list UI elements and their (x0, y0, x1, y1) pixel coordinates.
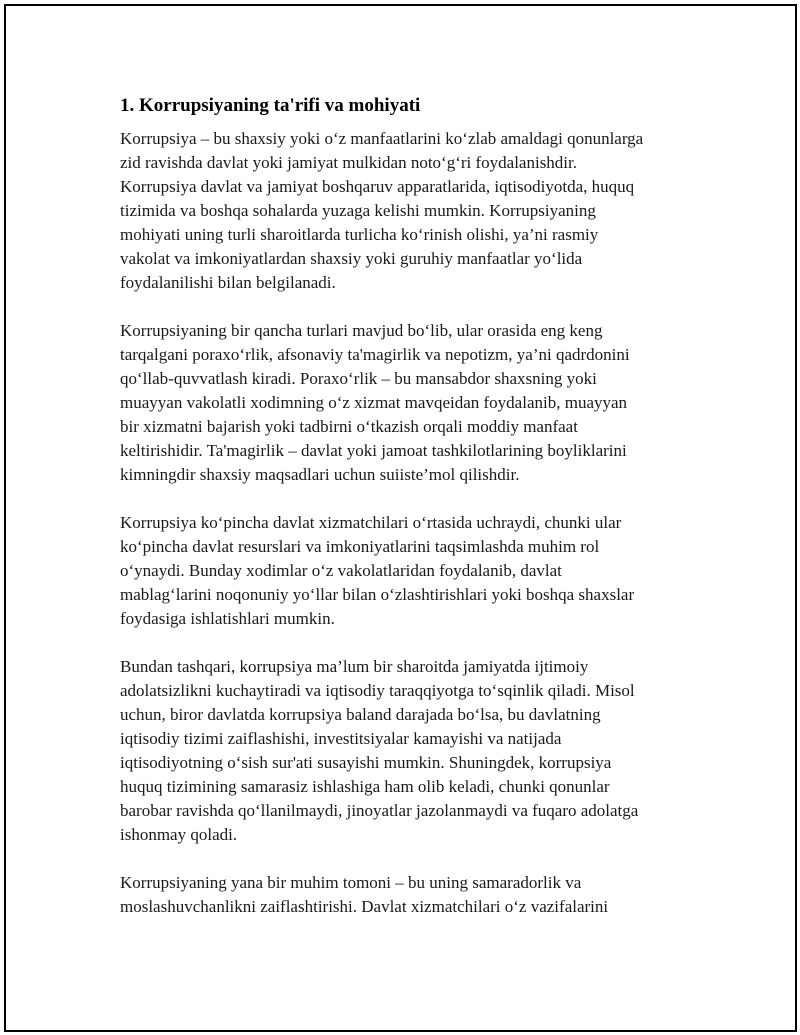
paragraph-3: Korrupsiya ko‘pincha davlat xizmatchilari o‘rtasida uchraydi, chunki ular ko‘pincha davlat resurslari va imkoniyatlarini taqsimlashda muhim rol o‘ynaydi. Bunday xodimlar o‘z vakolatlaridan foydalanib, davlat mablag‘larini noqonuniy yo‘llar bilan o‘zlashtirishlari yoki boshqa shaxslar foydasiga ishlatishlari mumkin. (120, 513, 635, 628)
paragraph-4: Bundan tashqari, korrupsiya ma’lum bir sharoitda jamiyatda ijtimoiy adolatsizlikni kuchaytiradi va iqtisodiy taraqqiyotga to‘sqinlik qiladi. Misol uchun, biror davlatda korrupsiya baland darajada bo‘lsa, bu davlatning iqtisodiy tizimi zaiflashishi, investitsiyalar kamayishi va natijada iqtisodiyotning o‘sish sur'ati susayishi mumkin. Shuningdek, korrupsiya huquq tizimining samarasiz ishlashiga ham olib keladi, chunki qonunlar barobar ravishda qo‘llanilmaydi, jinoyatlar jazolanmaydi va fuqaro adolatga ishonmay qoladi. (120, 657, 639, 844)
paragraph-5: Korrupsiyaning yana bir muhim tomoni – bu uning samaradorlik va moslashuvchanlikni zaiflashtirishi. Davlat xizmatchilari o‘z vazifalarini (120, 873, 609, 916)
section-heading: 1. Korrupsiyaning ta'rifi va mohiyati (120, 95, 421, 116)
paragraph-1: Korrupsiya – bu shaxsiy yoki o‘z manfaatlarini ko‘zlab amaldagi qonunlarga zid ravishda davlat yoki jamiyat mulkidan noto‘g‘ri foydalanishdir. Korrupsiya davlat va jamiyat boshqaruv apparatlarida, iqtisodiyotda, huquq tizimida va boshqa sohalarda yuzaga kelishi mumkin. Korrupsiyaning mohiyati uning turli sharoitlarda turlicha ko‘rinish olishi, ya’ni rasmiy vakolat va imkoniyatlardan shaxsiy yoki guruhiy manfaatlar yo‘lida foydalanilishi bilan belgilanadi. (120, 129, 644, 292)
paragraph-2: Korrupsiyaning bir qancha turlari mavjud bo‘lib, ular orasida eng keng tarqalgani poraxo‘rlik, afsonaviy ta'magirlik va nepotizm, ya’ni qadrdonini qo‘llab-quvvatlash kiradi. Poraxo‘rlik – bu mansabdor shaxsning yoki muayyan vakolatli xodimning o‘z xizmat mavqeidan foydalanib, muayyan bir xizmatni bajarish yoki tadbirni o‘tkazish orqali moddiy manfaat keltirishidir. Ta'magirlik – davlat yoki jamoat tashkilotlarining boyliklarini kimningdir shaxsiy maqsadlari uchun suiiste’mol qilishdir. (120, 321, 630, 484)
document-body (120, 94, 700, 919)
page-frame (4, 4, 797, 1032)
